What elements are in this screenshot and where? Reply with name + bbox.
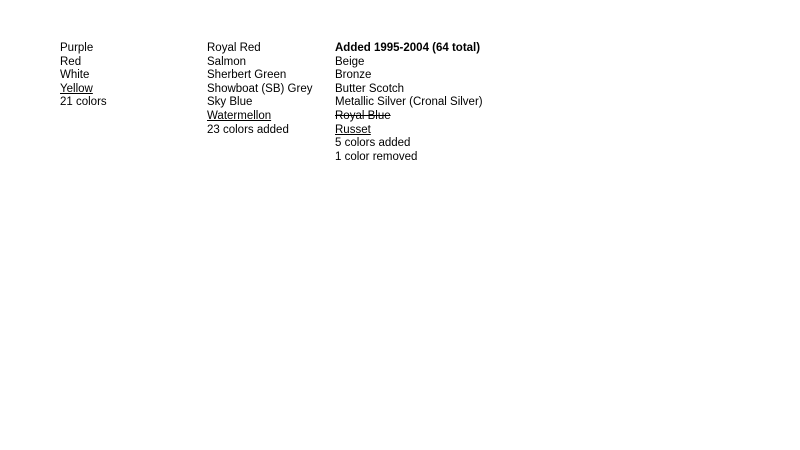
column-two-summary: 23 colors added — [207, 123, 289, 136]
list-item: Royal Red — [207, 42, 261, 54]
list-item: Butter Scotch — [335, 82, 405, 95]
list-item: Russet — [335, 123, 371, 136]
column-three — [335, 42, 635, 164]
column-one-summary: 21 colors — [60, 96, 107, 109]
column-one — [60, 42, 200, 110]
column-three-added-summary: 5 colors added — [335, 137, 411, 150]
list-item: Sherbert Green — [207, 69, 287, 82]
list-item-removed: Royal Blue — [335, 109, 391, 122]
list-item: Red — [60, 55, 82, 68]
list-item: Metallic Silver (Cronal Silver) — [335, 96, 483, 109]
column-three-heading: Added 1995-2004 (64 total) — [335, 42, 481, 54]
list-item: Beige — [335, 55, 365, 68]
list-item: Salmon — [207, 55, 246, 68]
list-item: White — [60, 69, 90, 82]
column-three-removed-summary: 1 color removed — [335, 150, 418, 163]
column-two — [207, 42, 332, 137]
list-item: Showboat (SB) Grey — [207, 82, 313, 95]
list-item: Sky Blue — [207, 96, 253, 109]
list-item: Purple — [60, 42, 94, 54]
list-item: Watermellon — [207, 109, 272, 122]
list-item: Bronze — [335, 69, 372, 82]
list-item: Yellow — [60, 82, 93, 95]
